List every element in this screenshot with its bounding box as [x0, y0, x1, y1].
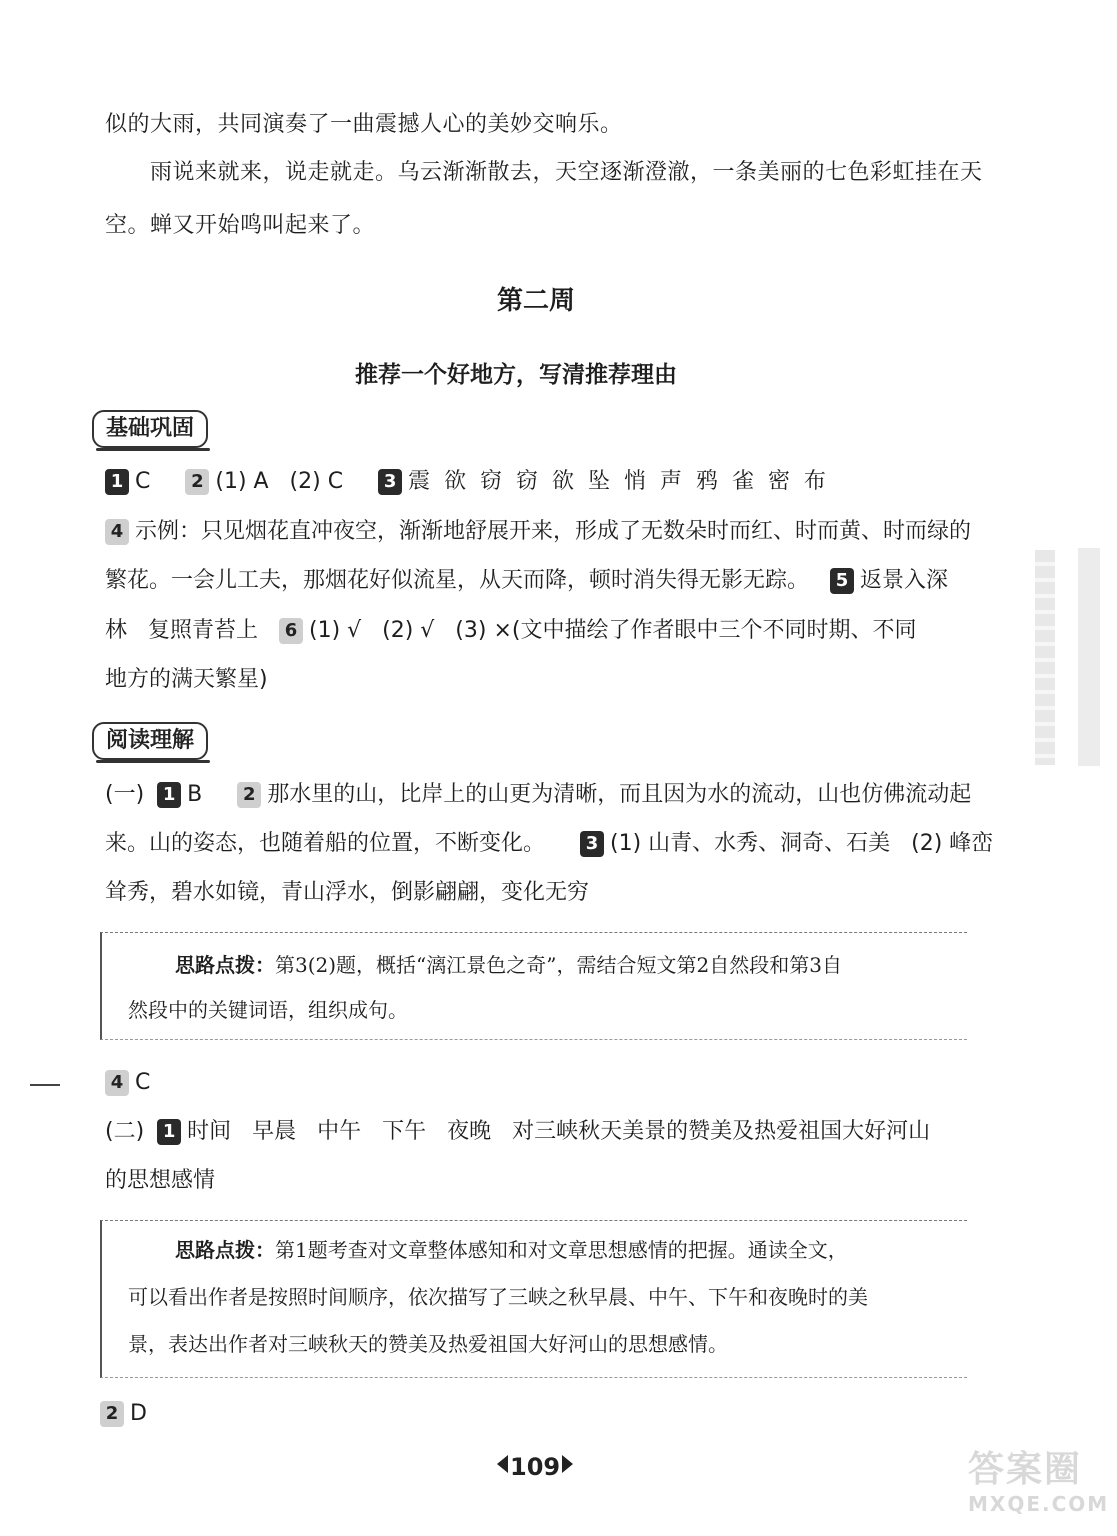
- question-number: 3: [378, 469, 402, 495]
- answer-text: 震 欲 窃 窃 欲 坠 悄 声 鸦 雀 密 布: [408, 469, 826, 494]
- reading-part1-row-2: [105, 829, 993, 859]
- answer-text: B: [187, 782, 203, 807]
- section-tag-reading: 阅读理解: [92, 722, 208, 760]
- answer-text: 耸秀，碧水如镜，青山浮水，倒影翩翩，变化无穷: [105, 880, 590, 905]
- answer-text: (1) A (2) C: [215, 469, 344, 494]
- watermark-url: MXQE.COM: [968, 1492, 1110, 1516]
- tip-label: 思路点拨：: [175, 1238, 275, 1262]
- answer-text: 时间 早晨 中午 下午 夜晚 对三峡秋天美景的赞美及热爱祖国大好河山: [187, 1119, 931, 1144]
- answer-text: 返景入深: [860, 568, 949, 593]
- question-number: 2: [100, 1401, 124, 1427]
- tip-line-1: [175, 1236, 848, 1264]
- reading-part1-row-1: [105, 780, 971, 810]
- part-label: (一): [105, 782, 145, 807]
- question-number: 5: [830, 568, 854, 594]
- lesson-title: 推荐一个好地方，写清推荐理由: [355, 362, 677, 388]
- section-tag-basic: 基础巩固: [92, 410, 208, 448]
- answer-text: (1) √ (2) √ (3) ×(文中描绘了作者眼中三个不同时期、不同: [308, 618, 917, 643]
- page-number: [497, 1453, 573, 1481]
- answer-text: 示例：只见烟花直冲夜空，渐渐地舒展开来，形成了无数朵时而红、时而黄、时而绿的: [135, 519, 972, 544]
- answer-text: 地方的满天繁星): [105, 667, 268, 692]
- watermark-title: 答案圈: [968, 1449, 1083, 1490]
- tip-line-2: 可以看出作者是按照时间顺序，依次描写了三峡之秋早晨、中午、下午和夜晚时的美: [128, 1285, 868, 1309]
- tip-text: 第3(2)题，概括“漓江景色之奇”，需结合短文第2自然段和第3自: [275, 953, 842, 977]
- part-label: (二): [105, 1119, 145, 1144]
- question-number: 4: [105, 519, 129, 545]
- reading-part2-row-1: [105, 1117, 930, 1147]
- question-number: 4: [105, 1070, 129, 1096]
- spine-edge: [1078, 548, 1100, 766]
- paragraph-line-3: 空。蝉又开始鸣叫起来了。: [105, 213, 376, 238]
- answer-text: 林 复照青苔上: [105, 618, 258, 643]
- tip-line-3: 景，表达出作者对三峡秋天的赞美及热爱祖国大好河山的思想感情。: [128, 1332, 728, 1356]
- question-number: 2: [185, 469, 209, 495]
- answer-text: 来。山的姿态，也随着船的位置，不断变化。: [105, 831, 546, 856]
- question-number: 2: [237, 782, 261, 808]
- tip-line-1: [175, 951, 842, 979]
- question-number: 3: [580, 831, 604, 857]
- answer-row-3: [105, 566, 948, 596]
- reading-part1-row-4: [105, 1068, 150, 1098]
- watermark-logo: [968, 1448, 1110, 1526]
- question-number: 6: [279, 618, 303, 644]
- answer-text: C: [135, 1070, 151, 1095]
- answer-text: C: [135, 469, 151, 494]
- answer-row-1: [105, 467, 826, 497]
- margin-mark: [30, 1084, 60, 1086]
- triangle-left-icon: [497, 1455, 508, 1473]
- reading-part2-row-3: [100, 1399, 147, 1429]
- answer-text: 那水里的山，比岸上的山更为清晰，而且因为水的流动，山也仿佛流动起: [267, 782, 972, 807]
- tip-text: 第1题考查对文章整体感知和对文章思想感情的把握。通读全文，: [275, 1238, 848, 1262]
- answer-text: (1) 山青、水秀、洞奇、石美 (2) 峰峦: [610, 831, 994, 856]
- paragraph-line-1: 似的大雨，共同演奏了一曲震撼人心的美妙交响乐。: [105, 112, 623, 137]
- answer-text: D: [130, 1401, 147, 1426]
- reading-part1-row-3: [105, 878, 589, 908]
- answer-text: 的思想感情: [105, 1168, 216, 1193]
- question-number: 1: [105, 469, 129, 495]
- answer-row-4: [105, 616, 916, 646]
- triangle-right-icon: [562, 1455, 573, 1473]
- reading-part2-row-2: [105, 1166, 215, 1196]
- week-title: 第二周: [497, 286, 576, 316]
- question-number: 1: [157, 782, 181, 808]
- tip-label: 思路点拨：: [175, 953, 275, 977]
- paragraph-line-2: 雨说来就来，说走就走。乌云渐渐散去，天空逐渐澄澈，一条美丽的七色彩虹挂在天: [150, 160, 983, 185]
- answer-row-2: [105, 517, 971, 547]
- tip-line-2: 然段中的关键词语，组织成句。: [128, 998, 408, 1022]
- spine-decoration: [1035, 550, 1055, 765]
- page-number-text: 109: [510, 1453, 561, 1481]
- answer-row-5: [105, 665, 268, 695]
- answer-text: 繁花。一会儿工夫，那烟花好似流星，从天而降，顿时消失得无影无踪。: [105, 568, 810, 593]
- question-number: 1: [157, 1119, 181, 1145]
